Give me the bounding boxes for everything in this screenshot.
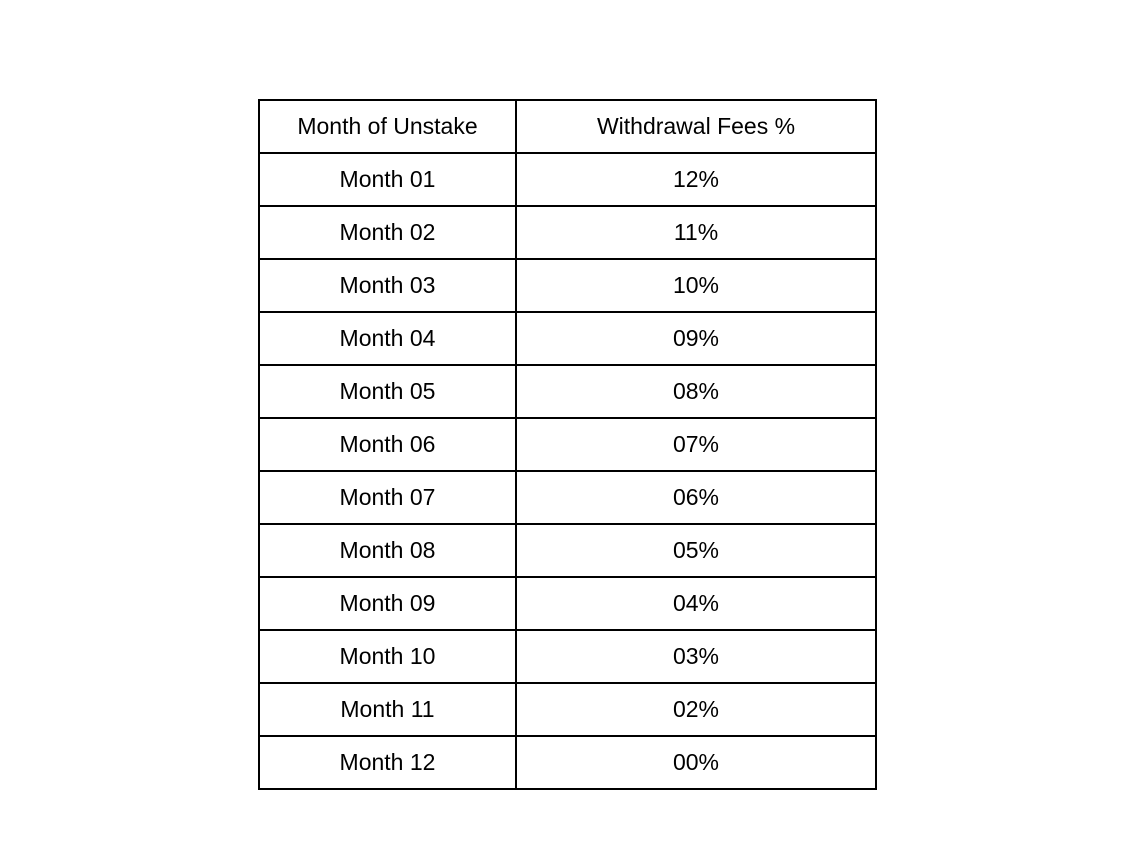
table-row bbox=[259, 524, 876, 577]
fee-cell: 04% bbox=[516, 577, 876, 630]
table-row bbox=[259, 736, 876, 789]
table-row bbox=[259, 630, 876, 683]
table-row bbox=[259, 683, 876, 736]
fee-cell: 07% bbox=[516, 418, 876, 471]
fee-cell: 09% bbox=[516, 312, 876, 365]
fee-cell: 00% bbox=[516, 736, 876, 789]
month-cell: Month 05 bbox=[259, 365, 516, 418]
header-withdrawal-fees: Withdrawal Fees % bbox=[516, 100, 876, 153]
header-month-of-unstake: Month of Unstake bbox=[259, 100, 516, 153]
month-cell: Month 07 bbox=[259, 471, 516, 524]
fee-cell: 05% bbox=[516, 524, 876, 577]
table-row bbox=[259, 312, 876, 365]
month-cell: Month 04 bbox=[259, 312, 516, 365]
month-cell: Month 06 bbox=[259, 418, 516, 471]
month-cell: Month 10 bbox=[259, 630, 516, 683]
table-row bbox=[259, 365, 876, 418]
month-cell: Month 02 bbox=[259, 206, 516, 259]
table-header-row bbox=[259, 100, 876, 153]
table-row bbox=[259, 259, 876, 312]
month-cell: Month 01 bbox=[259, 153, 516, 206]
fee-cell: 06% bbox=[516, 471, 876, 524]
month-cell: Month 11 bbox=[259, 683, 516, 736]
table-row bbox=[259, 471, 876, 524]
table-row bbox=[259, 418, 876, 471]
fee-cell: 11% bbox=[516, 206, 876, 259]
month-cell: Month 03 bbox=[259, 259, 516, 312]
table-row bbox=[259, 577, 876, 630]
month-cell: Month 09 bbox=[259, 577, 516, 630]
table-row bbox=[259, 153, 876, 206]
month-cell: Month 08 bbox=[259, 524, 516, 577]
fee-cell: 12% bbox=[516, 153, 876, 206]
table-row bbox=[259, 206, 876, 259]
withdrawal-fees-table bbox=[258, 99, 877, 790]
fee-cell: 03% bbox=[516, 630, 876, 683]
fee-cell: 02% bbox=[516, 683, 876, 736]
month-cell: Month 12 bbox=[259, 736, 516, 789]
fee-cell: 10% bbox=[516, 259, 876, 312]
fee-cell: 08% bbox=[516, 365, 876, 418]
